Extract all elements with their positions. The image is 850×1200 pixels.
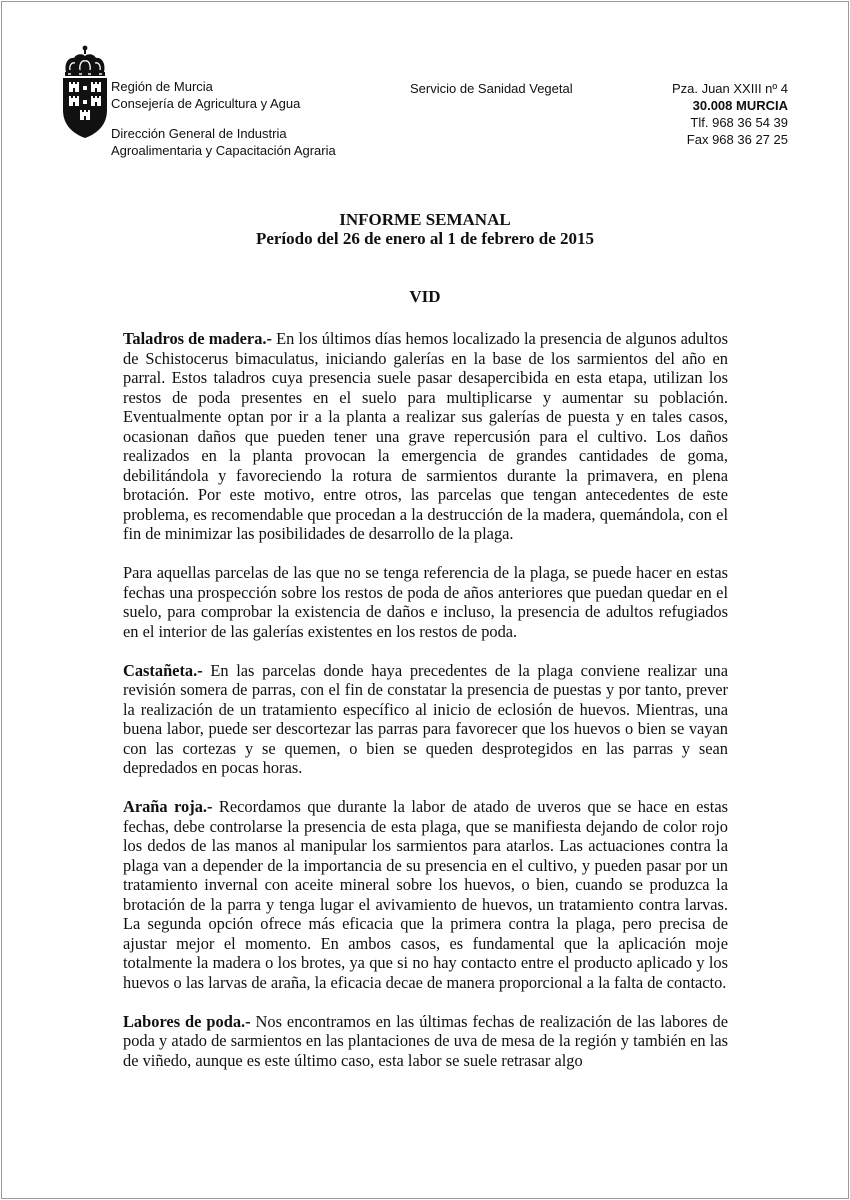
paragraph-text: En los últimos días hemos localizado la presencia de algunos adultos de Schistocerus bimaculatus, iniciando galerías en la base de los sarmientos del año en parral. Estos taladros cuya presencia suele pasar desapercibida en esta etapa, utilizan los restos de poda presentes en el suelo para multiplicarse y aumentar su población. Eventualmente optan por ir a la planta a realizar sus galerías de puesta y en tales casos, ocasionan daños que pueden tener una grave repercusión para el cultivo. Los daños realizados en la planta provocan la emergencia de grandes cantidades de goma, debilitándola y favoreciendo la rotura de sarmientos durante la primavera, en plena brotación. Por este motivo, entre otros, las parcelas que tengan antecedentes de este problema, es recomendable que procedan a la destrucción de la madera, quemándola, con el fin de minimizar las posibilidades de desarrollo de la plaga. (123, 329, 728, 543)
report-period: Período del 26 de enero al 1 de febrero de 2015 (255, 229, 595, 248)
header-department: Consejería de Agricultura y Agua (111, 96, 301, 111)
address-city: 30.008 MURCIA (692, 98, 788, 113)
header-directorate (111, 125, 336, 159)
paragraph-prospeccion (123, 563, 728, 641)
address-phone: Tlf. 968 36 54 39 (690, 115, 788, 130)
paragraph-text: En las parcelas donde haya precedentes de la plaga conviene realizar una revisión somera de parras, con el fin de constatar la presencia de puestas y por tanto, prever la realización de un tratamiento específico al inicio de eclosión de huevos. Mientras, una buena labor, puede ser descortezar las parras para favorecer que los huevos o bien se vayan con las cortezas y se quemen, o bien se queden desprotegidos en las parras y sean depredados en pocas horas. (123, 660, 728, 777)
header-address (672, 80, 788, 148)
header-region: Región de Murcia (111, 79, 213, 94)
header-directorate-line2: Agroalimentaria y Capacitación Agraria (111, 143, 336, 158)
paragraph-heading: Araña roja.- (123, 797, 213, 816)
report-body (123, 329, 728, 1090)
header-organization (111, 78, 300, 112)
section-heading: VID (409, 287, 441, 306)
address-fax: Fax 968 36 27 25 (686, 132, 788, 147)
paragraph-heading: Taladros de madera.- (123, 329, 272, 348)
paragraph-labores-poda (123, 1012, 728, 1071)
paragraph-arana-roja (123, 797, 728, 992)
paragraph-text: Nos encontramos en las últimas fechas de realización de las labores de poda y atado de sarmientos en las plantaciones de uva de mesa de la región y también en las de viñedo, aunque es este último caso, esta labor se suele retrasar algo (123, 1011, 728, 1070)
header-directorate-line1: Dirección General de Industria (111, 126, 287, 141)
report-title-block (0, 210, 850, 248)
paragraph-castaneta (123, 661, 728, 778)
header-service: Servicio de Sanidad Vegetal (410, 81, 573, 96)
address-street: Pza. Juan XXIII nº 4 (671, 81, 788, 96)
paragraph-taladros (123, 329, 728, 544)
paragraph-heading: Labores de poda.- (123, 1011, 251, 1031)
report-title: INFORME SEMANAL (339, 210, 511, 229)
paragraph-text: Recordamos que durante la labor de atado de uveros que se hace en estas fechas, debe controlarse la presencia de esta plaga, que se manifiesta dejando de color rojo los dedos de las manos al manipular los sarmientos para atarlos. Las actuaciones contra la plaga van a depender de la importancia de su presencia en el cultivo, y pueden pasar por un tratamiento invernal con aceite mineral sobre los huevos, o bien, cuando se produzca la brotación de la parra y tenga lugar el avivamiento de huevos, un tratamiento contra larvas. La segunda opción ofrece más eficacia que la primera contra la plaga, pero precisa de ajustar mejor el momento. En ambos casos, es fundamental que la aplicación moje totalmente la madera o los brotes, ya que si no hay contacto entre el producto aplicado y los huevos o las larvas de araña, la eficacia decae de manera proporcional a la falta de contacto. (123, 797, 728, 992)
paragraph-text: Para aquellas parcelas de las que no se tenga referencia de la plaga, se puede hacer en estas fechas una prospección sobre los restos de poda de años anteriores que puedan quedar en el suelo, para comprobar la existencia de daños e incluso, la presencia de adultos refugiados en el interior de las galerías existentes en los restos de poda. (123, 563, 728, 641)
paragraph-heading: Castañeta.- (123, 660, 203, 680)
region-murcia-coat-of-arms-icon (60, 44, 110, 140)
